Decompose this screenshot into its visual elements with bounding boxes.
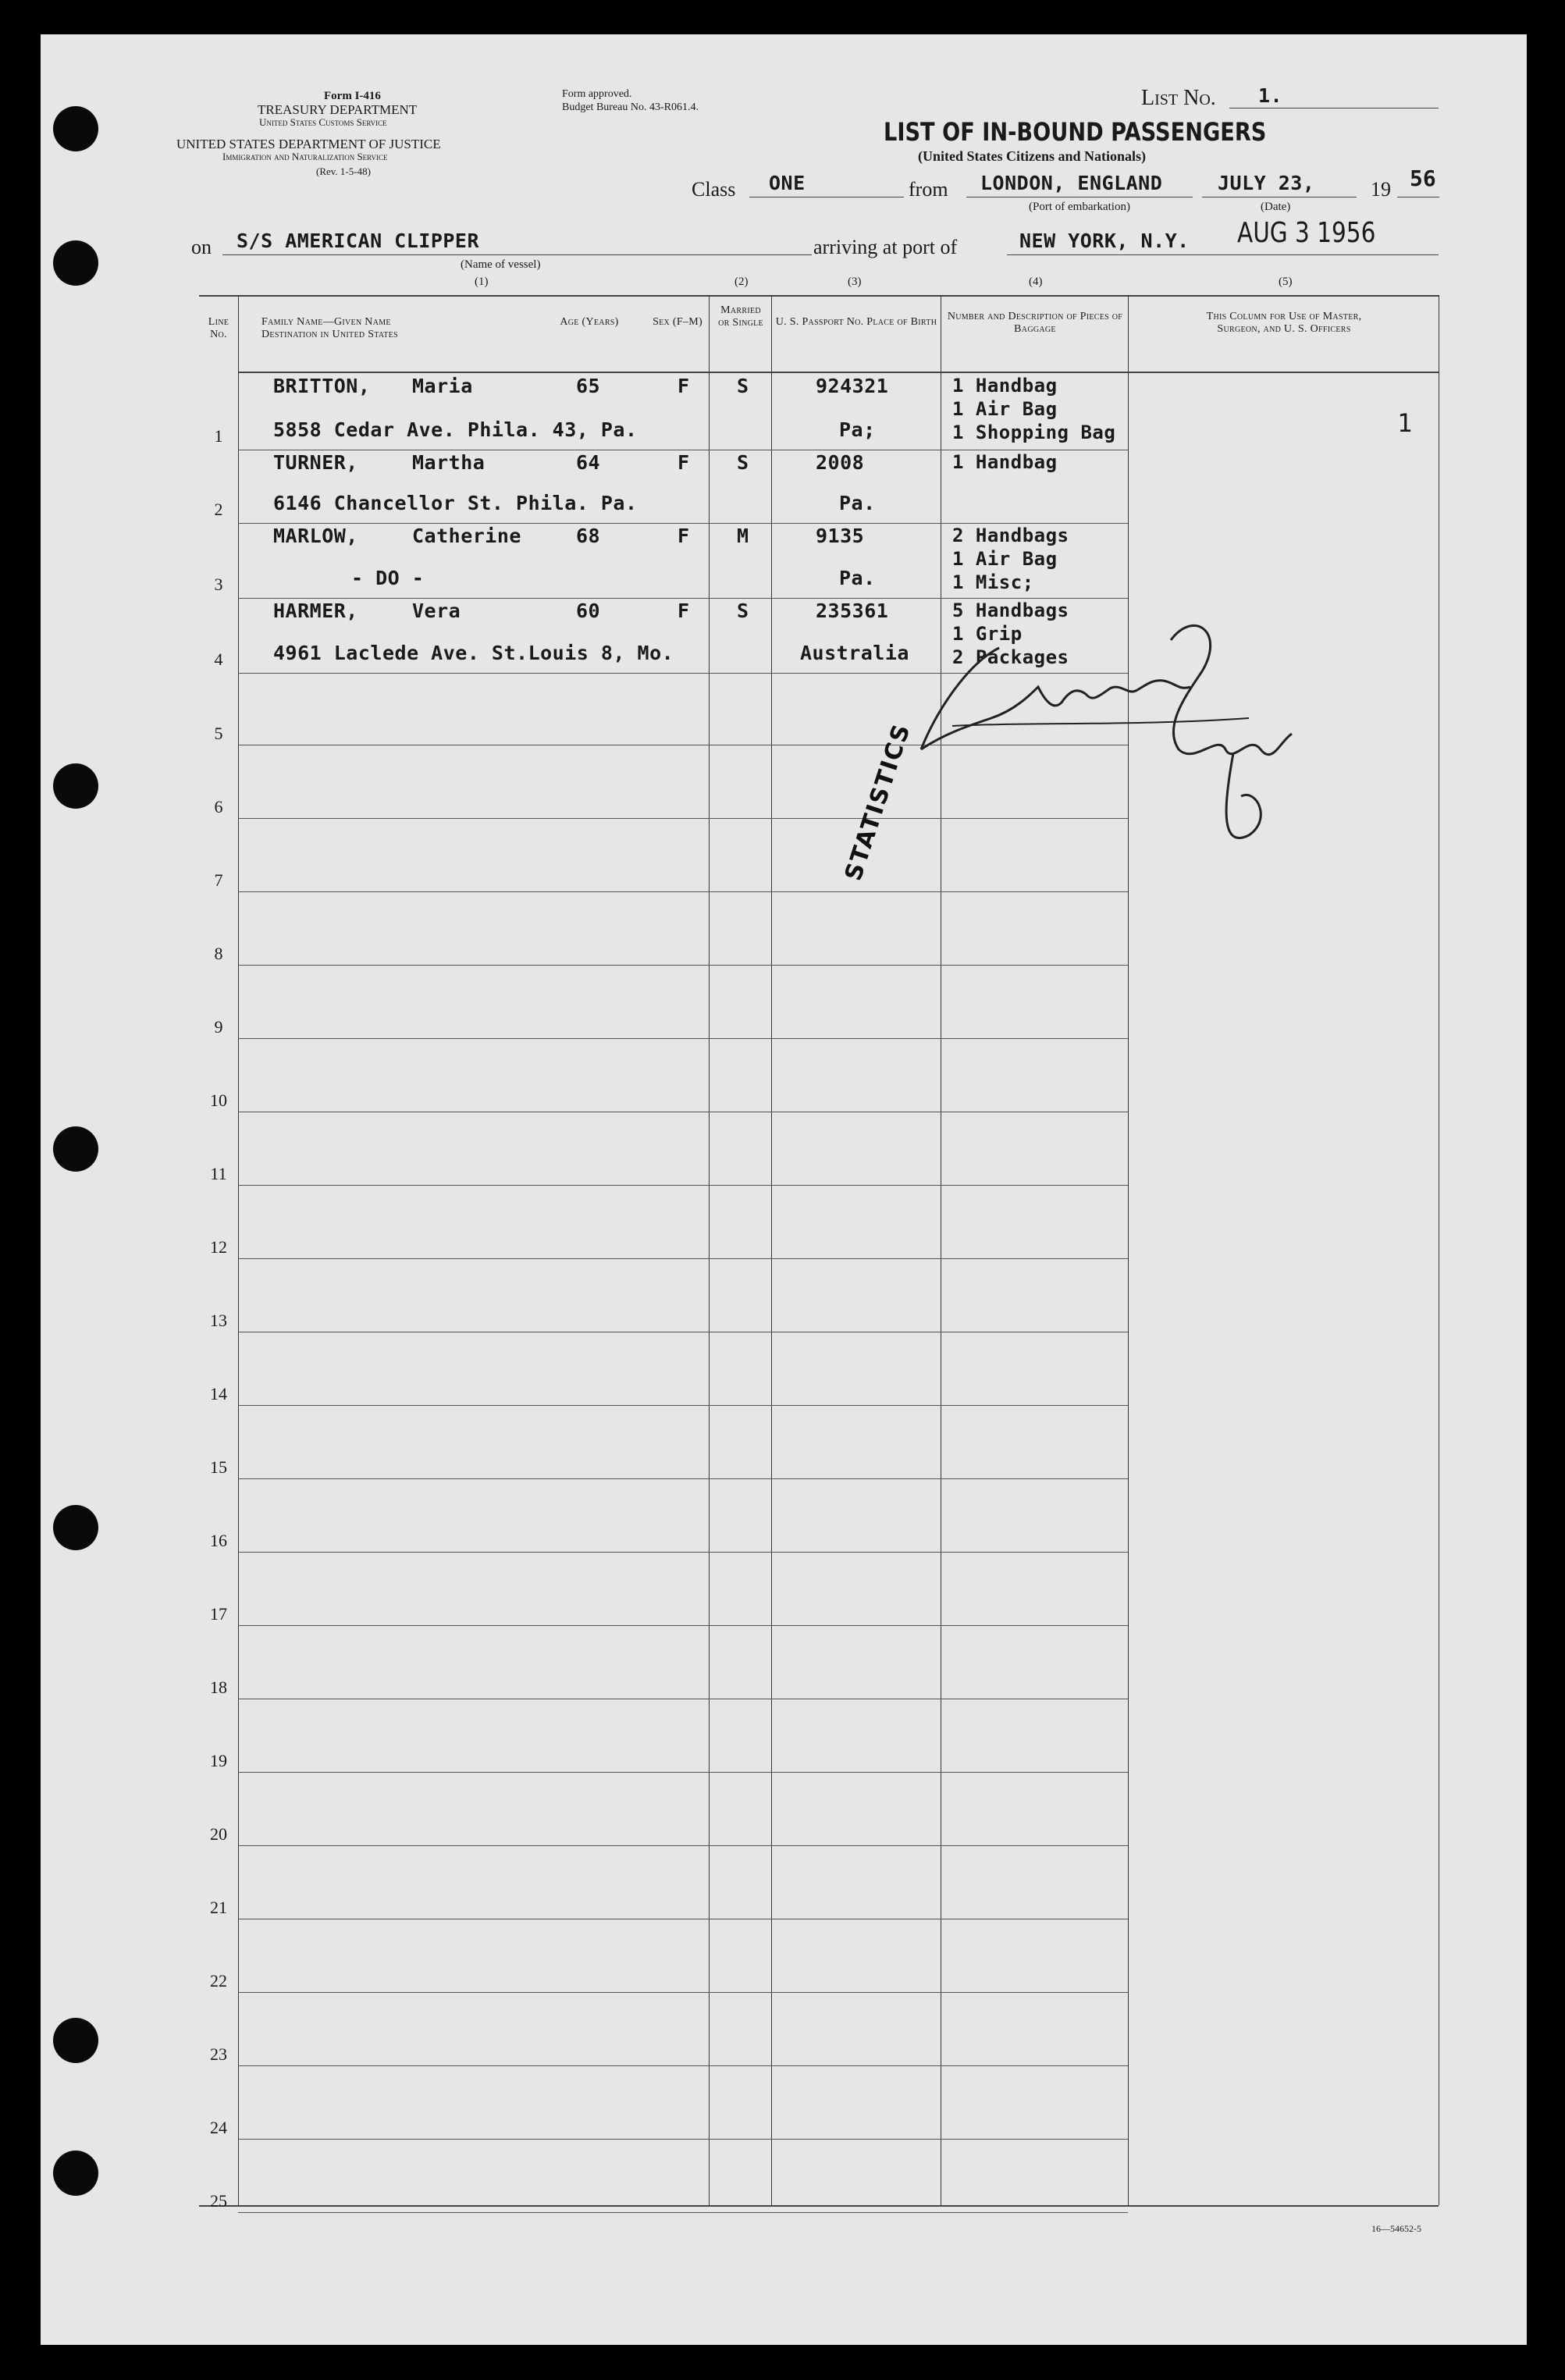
passenger-family-name: BRITTON, bbox=[273, 375, 371, 397]
row-rule bbox=[238, 965, 1128, 966]
table-header-rule bbox=[238, 372, 1439, 373]
budget-bureau: Budget Bureau No. 43-R061.4. bbox=[562, 101, 699, 113]
line-number: 15 bbox=[210, 1457, 227, 1477]
punch-hole bbox=[53, 240, 98, 286]
customs-service: United States Customs Service bbox=[259, 116, 387, 128]
class-value: ONE bbox=[769, 172, 806, 194]
vessel-underline bbox=[222, 254, 812, 255]
from-label: from bbox=[909, 178, 948, 201]
line-number: 1 bbox=[214, 426, 223, 446]
passenger-age: 60 bbox=[576, 599, 601, 622]
row-rule bbox=[238, 1552, 1128, 1553]
baggage-item: 1 Grip bbox=[952, 623, 1023, 645]
baggage-item: 2 Handbags bbox=[952, 525, 1069, 546]
baggage-item: 1 Shopping Bag bbox=[952, 422, 1116, 443]
form-sheet bbox=[41, 34, 1527, 2345]
punch-hole bbox=[53, 2151, 98, 2196]
passenger-destination: 6146 Chancellor St. Phila. Pa. bbox=[273, 492, 638, 514]
passenger-birthplace: Pa; bbox=[839, 418, 876, 441]
revision: (Rev. 1-5-48) bbox=[316, 165, 371, 177]
col-num-3: (3) bbox=[848, 276, 862, 288]
vessel-name: S/S AMERICAN CLIPPER bbox=[237, 229, 480, 252]
line-number: 25 bbox=[210, 2191, 227, 2211]
list-no-value: 1. bbox=[1258, 84, 1283, 107]
line-number: 9 bbox=[214, 1017, 223, 1037]
col-num-4: (4) bbox=[1029, 276, 1043, 288]
col-header-destination: Destination in United States bbox=[261, 329, 398, 340]
passenger-passport-no: 9135 bbox=[816, 525, 865, 547]
passenger-destination: 4961 Laclede Ave. St.Louis 8, Mo. bbox=[273, 642, 674, 664]
line-number: 18 bbox=[210, 1677, 227, 1697]
passenger-sex: F bbox=[678, 525, 690, 547]
punch-hole bbox=[53, 2018, 98, 2063]
row-rule bbox=[238, 1405, 1128, 1406]
line-number: 4 bbox=[214, 649, 223, 669]
row-rule bbox=[238, 1625, 1128, 1626]
row-rule bbox=[238, 2065, 1128, 2066]
passenger-sex: F bbox=[678, 451, 690, 474]
passenger-age: 65 bbox=[576, 375, 601, 397]
line-number: 24 bbox=[210, 2118, 227, 2137]
baggage-item: 2 Packages bbox=[952, 646, 1069, 668]
arriving-label: arriving at port of bbox=[813, 236, 958, 258]
row-rule bbox=[238, 1992, 1128, 1993]
baggage-item: 1 Air Bag bbox=[952, 548, 1058, 570]
line-number: 7 bbox=[214, 870, 223, 890]
form-approved: Form approved. bbox=[562, 88, 632, 100]
passenger-birthplace: Australia bbox=[800, 642, 909, 664]
row-rule bbox=[238, 598, 1128, 599]
form-subtitle: (United States Citizens and Nationals) bbox=[918, 148, 1147, 164]
line-number: 16 bbox=[210, 1531, 227, 1550]
year-suffix: 56 bbox=[1410, 165, 1436, 191]
row-rule bbox=[238, 2139, 1128, 2140]
passenger-family-name: MARLOW, bbox=[273, 525, 358, 547]
passenger-passport-no: 2008 bbox=[816, 451, 865, 474]
treasury-dept: TREASURY DEPARTMENT bbox=[258, 102, 418, 117]
row-rule bbox=[238, 523, 1128, 524]
embark-date: JULY 23, bbox=[1218, 172, 1315, 194]
form-number: Form I-416 bbox=[324, 90, 381, 102]
passenger-passport-no: 235361 bbox=[816, 599, 889, 622]
col-header-passport: U. S. Passport No. Place of Birth bbox=[775, 316, 937, 328]
passenger-passport-no: 924321 bbox=[816, 375, 889, 397]
col-num-1: (1) bbox=[475, 276, 489, 288]
line-number: 22 bbox=[210, 1971, 227, 1990]
line-number: 19 bbox=[210, 1751, 227, 1770]
baggage-item: 5 Handbags bbox=[952, 599, 1069, 621]
footer-code: 16—54652-5 bbox=[1371, 2223, 1421, 2234]
passenger-age: 64 bbox=[576, 451, 601, 474]
on-label: on bbox=[191, 236, 212, 258]
passenger-marital: S bbox=[737, 599, 749, 622]
passenger-marital: S bbox=[737, 375, 749, 397]
line-number: 11 bbox=[210, 1164, 227, 1183]
line-number: 23 bbox=[210, 2044, 227, 2064]
passenger-family-name: HARMER, bbox=[273, 599, 358, 622]
arrival-date-stamp: AUG 3 1956 bbox=[1237, 217, 1376, 249]
class-label: Class bbox=[692, 178, 736, 201]
embark-port: LONDON, ENGLAND bbox=[980, 172, 1163, 194]
col-header-age: Age (Years) bbox=[560, 316, 619, 328]
punch-hole bbox=[53, 1126, 98, 1172]
passenger-given-name: Catherine bbox=[412, 525, 521, 547]
statistics-stamp: STATISTICS bbox=[839, 720, 916, 884]
table-bottom-rule bbox=[199, 2205, 1439, 2207]
passenger-marital: M bbox=[737, 525, 749, 547]
date-caption: (Date) bbox=[1261, 201, 1291, 213]
baggage-item: 1 Handbag bbox=[952, 375, 1058, 397]
justice-dept: UNITED STATES DEPARTMENT OF JUSTICE bbox=[176, 137, 441, 151]
row-rule bbox=[238, 1038, 1128, 1039]
row-rule bbox=[238, 2212, 1128, 2213]
col-header-officers: This Column for Use of Master, Surgeon, and U. S. Officers bbox=[1206, 311, 1362, 335]
baggage-item: 1 Misc; bbox=[952, 571, 1034, 593]
passenger-birthplace: Pa. bbox=[839, 492, 876, 514]
punch-hole bbox=[53, 763, 98, 809]
year-prefix: 19 bbox=[1371, 178, 1391, 201]
row-rule bbox=[238, 1258, 1128, 1259]
passenger-destination: - DO - bbox=[351, 567, 425, 589]
passenger-sex: F bbox=[678, 599, 690, 622]
line-number: 6 bbox=[214, 797, 223, 816]
port-embark-caption: (Port of embarkation) bbox=[1029, 201, 1130, 213]
passenger-sex: F bbox=[678, 375, 690, 397]
passenger-given-name: Vera bbox=[412, 599, 461, 622]
row-rule bbox=[238, 1185, 1128, 1186]
passenger-given-name: Martha bbox=[412, 451, 486, 474]
line-number: 12 bbox=[210, 1237, 227, 1257]
col-header-sex: Sex (F–M) bbox=[653, 316, 702, 328]
baggage-item: 1 Handbag bbox=[952, 451, 1058, 473]
passenger-marital: S bbox=[737, 451, 749, 474]
row-rule bbox=[238, 1772, 1128, 1773]
line-number: 10 bbox=[210, 1090, 227, 1110]
row-rule bbox=[238, 1845, 1128, 1846]
col-header-line-no: Line No. bbox=[208, 316, 229, 340]
port-underline bbox=[1007, 254, 1439, 255]
col-num-5: (5) bbox=[1279, 276, 1293, 288]
officer-mark: 1 bbox=[1397, 408, 1413, 438]
passenger-destination: 5858 Cedar Ave. Phila. 43, Pa. bbox=[273, 418, 638, 441]
baggage-item: 1 Air Bag bbox=[952, 398, 1058, 420]
ins-service: Immigration and Naturalization Service bbox=[222, 151, 388, 162]
line-number: 3 bbox=[214, 575, 223, 594]
form-title: LIST OF IN-BOUND PASSENGERS bbox=[884, 117, 1267, 147]
line-number: 2 bbox=[214, 500, 223, 519]
col-header-married: Married or Single bbox=[718, 304, 763, 329]
row-rule bbox=[238, 891, 1128, 892]
passenger-birthplace: Pa. bbox=[839, 567, 876, 589]
line-number: 5 bbox=[214, 724, 223, 743]
table-top-rule bbox=[199, 295, 1439, 297]
line-number: 20 bbox=[210, 1824, 227, 1844]
col-header-baggage: Number and Description of Pieces of Baggage bbox=[947, 311, 1123, 335]
line-number: 14 bbox=[210, 1384, 227, 1403]
line-number: 17 bbox=[210, 1604, 227, 1624]
officer-signature bbox=[905, 617, 1311, 866]
vessel-caption: (Name of vessel) bbox=[461, 258, 541, 271]
row-rule bbox=[238, 1478, 1128, 1479]
passenger-family-name: TURNER, bbox=[273, 451, 358, 474]
list-no-underline bbox=[1229, 108, 1439, 109]
punch-hole bbox=[53, 1505, 98, 1550]
passenger-given-name: Maria bbox=[412, 375, 473, 397]
punch-hole bbox=[53, 106, 98, 151]
col-num-2: (2) bbox=[734, 276, 749, 288]
line-number: 13 bbox=[210, 1311, 227, 1330]
line-number: 8 bbox=[214, 944, 223, 963]
passenger-age: 68 bbox=[576, 525, 601, 547]
line-number: 21 bbox=[210, 1898, 227, 1917]
col-divider-baggage-officers bbox=[1128, 295, 1129, 2205]
col-header-name: Family Name—Given Name bbox=[261, 316, 391, 328]
arrival-port: NEW YORK, N.Y. bbox=[1019, 229, 1190, 252]
list-no-label: List No. bbox=[1141, 86, 1216, 110]
